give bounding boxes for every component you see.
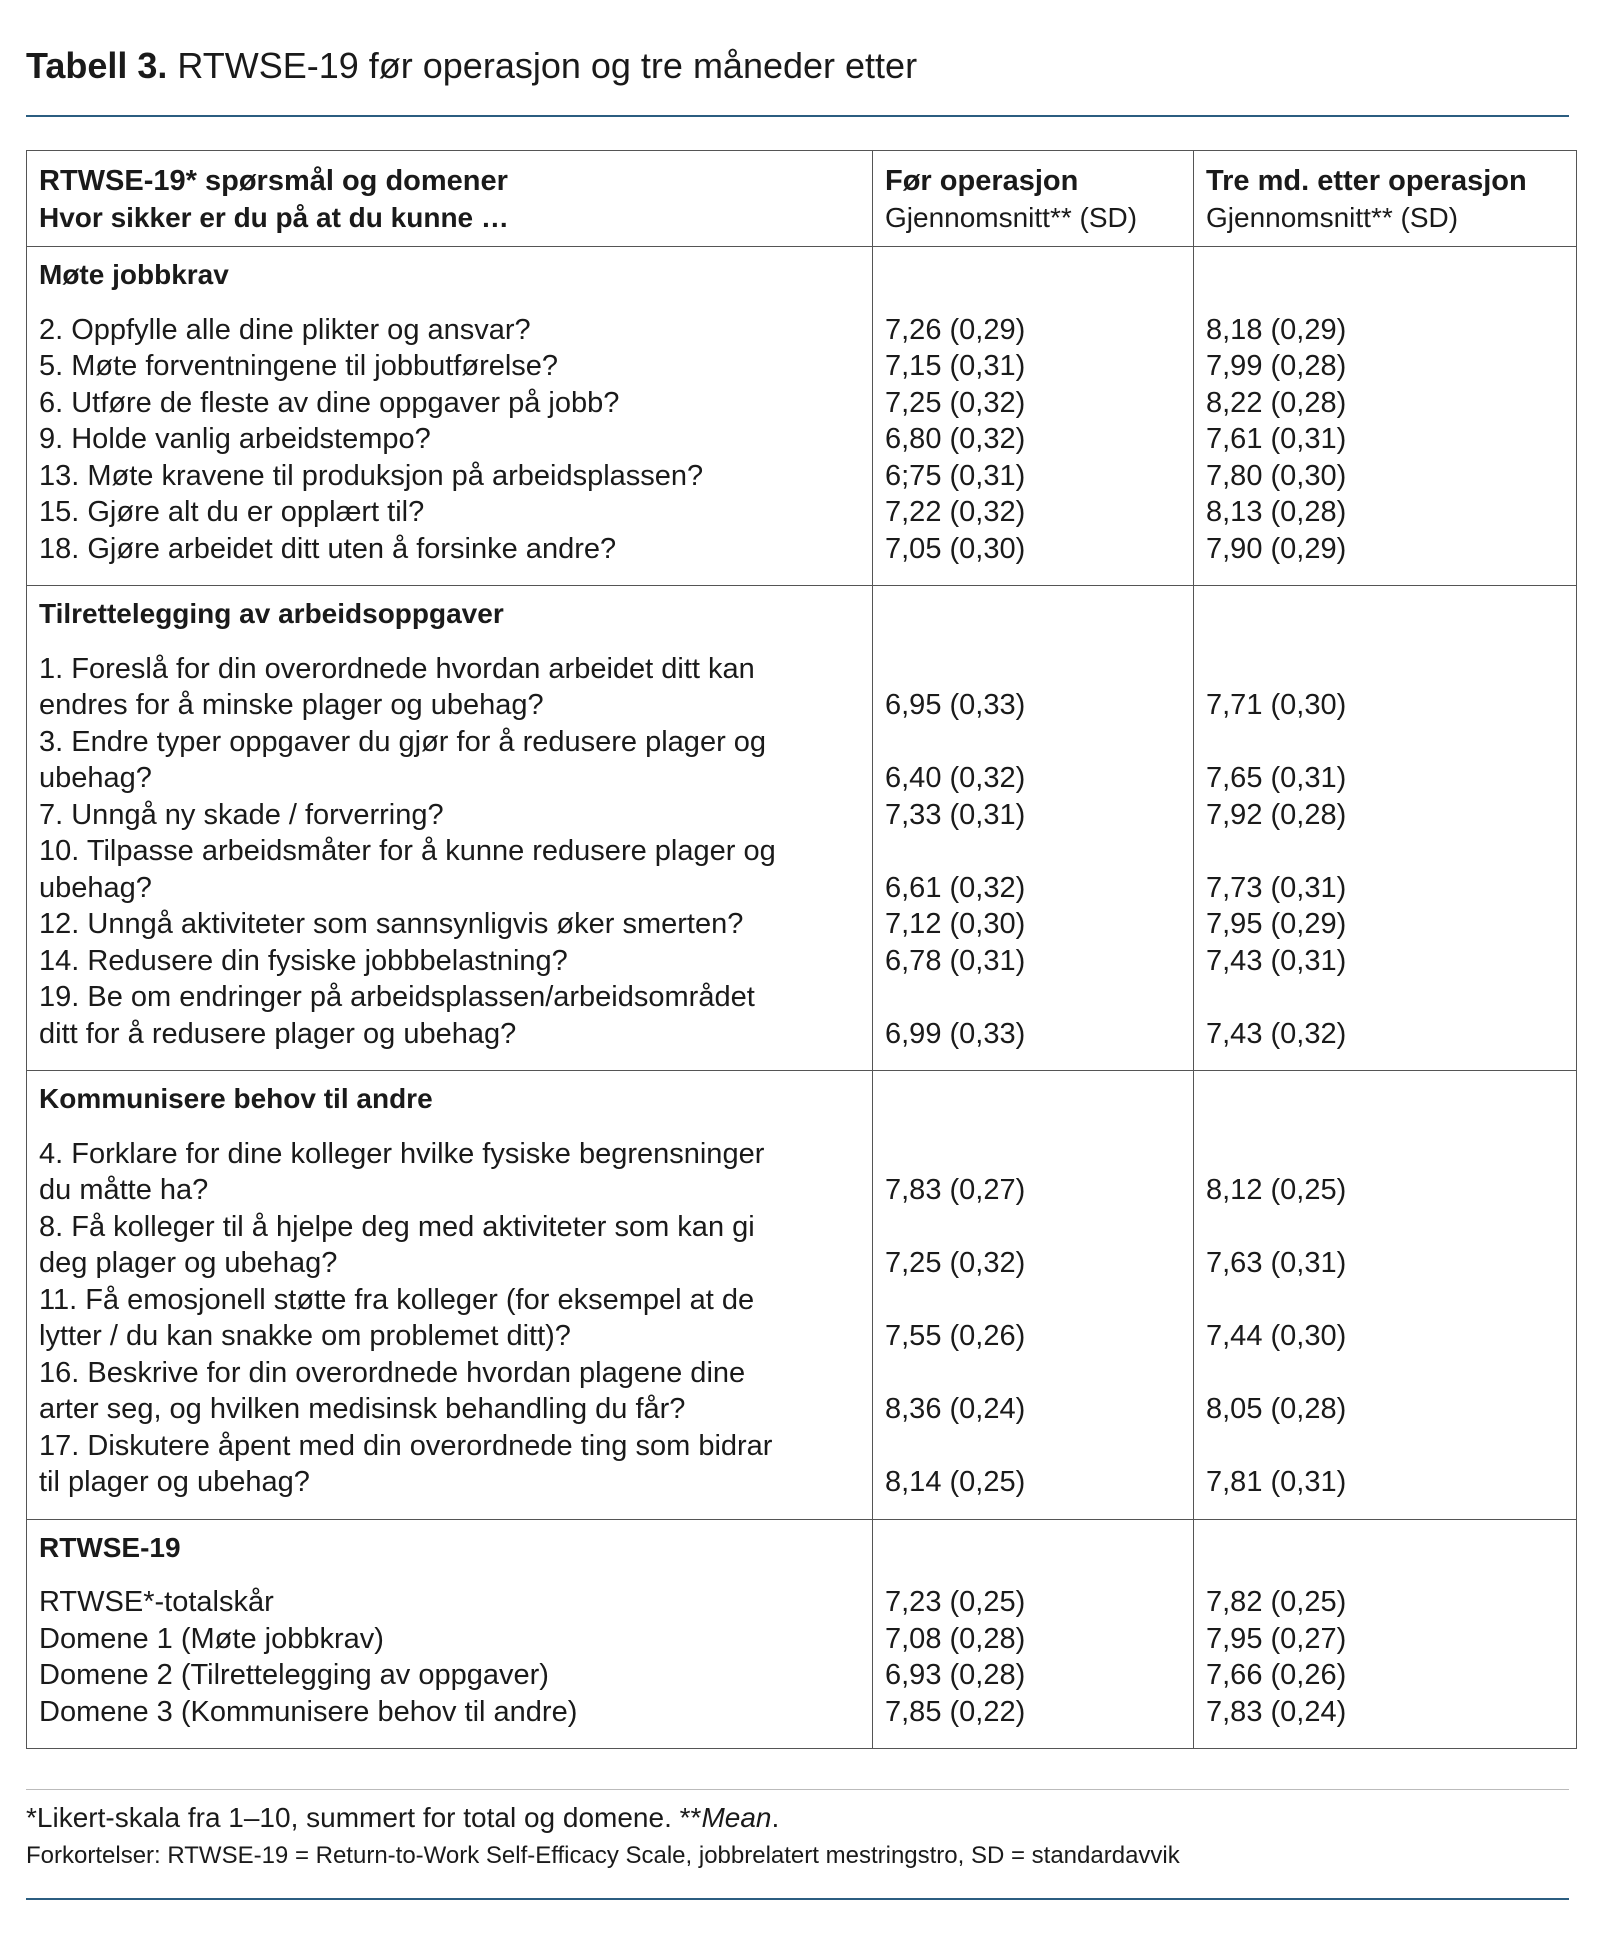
value-after: 7,80 (0,30) bbox=[1206, 459, 1347, 492]
footnote-italic: Mean bbox=[701, 1802, 772, 1833]
value-before: 6,93 (0,28) bbox=[885, 1659, 1026, 1691]
section-title-spacer bbox=[1206, 1530, 1570, 1585]
section-before-cell bbox=[873, 247, 1194, 586]
value-before: 8,14 (0,25) bbox=[885, 1466, 1026, 1498]
question-text: 16. Beskrive for din overordnede hvordan plagene dine bbox=[39, 1356, 746, 1389]
header-after bbox=[1194, 151, 1577, 247]
value-before: 6;75 (0,31) bbox=[885, 459, 1026, 492]
question-text: 11. Få emosjonell støtte fra kolleger (for eksempel at de bbox=[39, 1283, 755, 1316]
question-text: endres for å minske plager og ubehag? bbox=[39, 689, 544, 721]
question-text: Domene 3 (Kommunisere behov til andre) bbox=[39, 1695, 578, 1728]
section-title: RTWSE-19 bbox=[39, 1531, 181, 1563]
top-rule bbox=[26, 115, 1569, 117]
question-text: 12. Unngå aktiviteter som sannsynligvis øker smerten? bbox=[39, 908, 744, 940]
section-before-cell bbox=[873, 586, 1194, 1071]
value-after: 7,65 (0,31) bbox=[1206, 762, 1347, 794]
question-text: ubehag? bbox=[39, 871, 152, 904]
value-blank-line bbox=[1206, 1282, 1570, 1319]
value-blank-line bbox=[885, 1136, 1187, 1173]
header-before-sub: Gjennomsnitt** (SD) bbox=[885, 201, 1138, 233]
footnote-line-1 bbox=[26, 1800, 779, 1836]
question-text: 19. Be om endringer på arbeidsplassen/arbeidsområdet bbox=[39, 981, 755, 1013]
value-before: 6,61 (0,32) bbox=[885, 871, 1026, 904]
value-blank-line bbox=[1206, 724, 1570, 761]
question-text: 7. Unngå ny skade / forverring? bbox=[39, 798, 444, 831]
value-before: 7,15 (0,31) bbox=[885, 350, 1026, 382]
value-after: 7,43 (0,31) bbox=[1206, 944, 1347, 977]
value-after: 7,73 (0,31) bbox=[1206, 871, 1347, 904]
header-before bbox=[873, 151, 1194, 247]
question-text: deg plager og ubehag? bbox=[39, 1247, 338, 1279]
header-questions-main: RTWSE-19* spørsmål og domener bbox=[39, 165, 508, 197]
value-blank-line bbox=[885, 979, 1187, 1016]
value-after: 7,66 (0,26) bbox=[1206, 1659, 1347, 1691]
rtwse-table bbox=[26, 150, 1577, 1749]
value-blank-line bbox=[885, 1355, 1187, 1392]
value-after: 7,83 (0,24) bbox=[1206, 1695, 1347, 1728]
value-blank-line bbox=[1206, 651, 1570, 688]
section-questions-cell bbox=[27, 586, 873, 1071]
value-blank-line bbox=[885, 651, 1187, 688]
value-after: 8,05 (0,28) bbox=[1206, 1393, 1347, 1425]
section-title-spacer bbox=[885, 1530, 1187, 1585]
value-after: 8,13 (0,28) bbox=[1206, 496, 1347, 528]
question-text: 15. Gjøre alt du er opplært til? bbox=[39, 496, 425, 528]
value-blank-line bbox=[1206, 1355, 1570, 1392]
table-title-label: Tabell 3. bbox=[26, 45, 168, 86]
value-after: 7,99 (0,28) bbox=[1206, 350, 1347, 382]
section-group bbox=[27, 586, 1577, 1071]
value-after: 7,43 (0,32) bbox=[1206, 1017, 1347, 1050]
header-before-main: Før operasjon bbox=[885, 165, 1079, 197]
question-text: 5. Møte forventningene til jobbutførelse? bbox=[39, 350, 559, 382]
value-before: 7,05 (0,30) bbox=[885, 532, 1026, 565]
value-blank-line bbox=[885, 1428, 1187, 1465]
value-after: 7,95 (0,27) bbox=[1206, 1622, 1347, 1655]
question-text: 3. Endre typer oppgaver du gjør for å redusere plager og bbox=[39, 725, 767, 758]
section-title: Tilrettelegging av arbeidsoppgaver bbox=[39, 598, 504, 629]
section-title-spacer bbox=[885, 596, 1187, 651]
value-before: 7,33 (0,31) bbox=[885, 798, 1026, 831]
section-group bbox=[27, 1071, 1577, 1520]
value-blank-line bbox=[885, 724, 1187, 761]
section-before-cell bbox=[873, 1519, 1194, 1749]
section-title-spacer bbox=[885, 257, 1187, 312]
section-after-cell bbox=[1194, 1519, 1577, 1749]
question-text: Domene 1 (Møte jobbkrav) bbox=[39, 1622, 384, 1655]
question-text: lytter / du kan snakke om problemet ditt)? bbox=[39, 1320, 571, 1352]
question-text: du måtte ha? bbox=[39, 1174, 209, 1206]
value-after: 7,92 (0,28) bbox=[1206, 798, 1347, 831]
value-blank-line bbox=[1206, 1209, 1570, 1246]
question-text: 14. Redusere din fysiske jobbbelastning? bbox=[39, 944, 568, 977]
value-blank-line bbox=[1206, 1428, 1570, 1465]
question-text: Domene 2 (Tilrettelegging av oppgaver) bbox=[39, 1659, 549, 1691]
question-text: 2. Oppfylle alle dine plikter og ansvar? bbox=[39, 313, 531, 346]
section-after-cell bbox=[1194, 247, 1577, 586]
footnote-rule bbox=[26, 1789, 1569, 1790]
question-text: arter seg, og hvilken medisinsk behandling du får? bbox=[39, 1393, 686, 1425]
value-blank-line bbox=[1206, 979, 1570, 1016]
value-after: 7,81 (0,31) bbox=[1206, 1466, 1347, 1498]
value-before: 7,08 (0,28) bbox=[885, 1622, 1026, 1655]
value-after: 7,63 (0,31) bbox=[1206, 1247, 1347, 1279]
table-title bbox=[26, 44, 917, 88]
question-text: 8. Få kolleger til å hjelpe deg med aktiviteter som kan gi bbox=[39, 1210, 755, 1243]
question-text: 4. Forklare for dine kolleger hvilke fysiske begrensninger bbox=[39, 1137, 765, 1170]
section-title: Møte jobbkrav bbox=[39, 259, 229, 290]
section-group bbox=[27, 247, 1577, 586]
value-before: 7,12 (0,30) bbox=[885, 908, 1026, 940]
value-before: 7,25 (0,32) bbox=[885, 1247, 1026, 1279]
section-group bbox=[27, 1519, 1577, 1749]
section-title-spacer bbox=[885, 1081, 1187, 1136]
value-blank-line bbox=[885, 833, 1187, 870]
value-before: 6,40 (0,32) bbox=[885, 762, 1026, 794]
header-questions-sub: Hvor sikker er du på at du kunne … bbox=[39, 201, 509, 233]
table-body bbox=[27, 247, 1577, 1749]
value-before: 8,36 (0,24) bbox=[885, 1393, 1026, 1425]
value-after: 7,71 (0,30) bbox=[1206, 689, 1347, 721]
value-blank-line bbox=[1206, 1136, 1570, 1173]
section-questions-cell bbox=[27, 1519, 873, 1749]
question-text: 6. Utføre de fleste av dine oppgaver på jobb? bbox=[39, 386, 620, 419]
value-after: 8,22 (0,28) bbox=[1206, 386, 1347, 419]
header-questions bbox=[27, 151, 873, 247]
question-text: 18. Gjøre arbeidet ditt uten å forsinke andre? bbox=[39, 532, 617, 565]
value-blank-line bbox=[1206, 833, 1570, 870]
question-text: 10. Tilpasse arbeidsmåter for å kunne redusere plager og bbox=[39, 835, 776, 867]
value-after: 7,95 (0,29) bbox=[1206, 908, 1347, 940]
value-blank-line bbox=[885, 1282, 1187, 1319]
value-before: 7,26 (0,29) bbox=[885, 313, 1026, 346]
footnote-text: *Likert-skala fra 1–10, summert for total og domene. ** bbox=[26, 1802, 702, 1833]
value-blank-line bbox=[885, 1209, 1187, 1246]
question-text: ubehag? bbox=[39, 762, 152, 794]
value-after: 8,12 (0,25) bbox=[1206, 1174, 1347, 1206]
value-before: 7,23 (0,25) bbox=[885, 1586, 1026, 1618]
value-before: 7,55 (0,26) bbox=[885, 1320, 1026, 1352]
value-after: 7,90 (0,29) bbox=[1206, 532, 1347, 565]
section-after-cell bbox=[1194, 586, 1577, 1071]
section-title: Kommunisere behov til andre bbox=[39, 1083, 433, 1114]
section-after-cell bbox=[1194, 1071, 1577, 1520]
value-before: 6,95 (0,33) bbox=[885, 689, 1026, 721]
value-before: 7,85 (0,22) bbox=[885, 1695, 1026, 1728]
section-questions-cell bbox=[27, 1071, 873, 1520]
value-after: 7,61 (0,31) bbox=[1206, 423, 1347, 455]
question-text: ditt for å redusere plager og ubehag? bbox=[39, 1017, 517, 1050]
section-before-cell bbox=[873, 1071, 1194, 1520]
value-after: 7,82 (0,25) bbox=[1206, 1586, 1347, 1618]
question-text: 17. Diskutere åpent med din overordnede ting som bidrar bbox=[39, 1429, 773, 1462]
footnote-end: . bbox=[771, 1802, 780, 1833]
value-before: 7,83 (0,27) bbox=[885, 1174, 1026, 1206]
header-after-sub: Gjennomsnitt** (SD) bbox=[1206, 201, 1459, 233]
question-text: 9. Holde vanlig arbeidstempo? bbox=[39, 423, 431, 455]
footnote-line-2: Forkortelser: RTWSE-19 = Return-to-Work Self-Efficacy Scale, jobbrelatert mestringstro, SD = standardavvik bbox=[26, 1842, 1180, 1869]
section-questions-cell bbox=[27, 247, 873, 586]
value-before: 6,99 (0,33) bbox=[885, 1017, 1026, 1050]
section-title-spacer bbox=[1206, 596, 1570, 651]
header-after-main: Tre md. etter operasjon bbox=[1206, 165, 1527, 197]
table-header-row bbox=[27, 151, 1577, 247]
value-before: 7,25 (0,32) bbox=[885, 386, 1026, 419]
value-after: 8,18 (0,29) bbox=[1206, 313, 1347, 346]
question-text: 1. Foreslå for din overordnede hvordan arbeidet ditt kan bbox=[39, 652, 755, 685]
section-title-spacer bbox=[1206, 257, 1570, 312]
bottom-rule bbox=[26, 1898, 1569, 1900]
table-title-text: RTWSE-19 før operasjon og tre måneder etter bbox=[177, 45, 918, 86]
value-before: 6,80 (0,32) bbox=[885, 423, 1026, 455]
question-text: til plager og ubehag? bbox=[39, 1466, 310, 1498]
value-after: 7,44 (0,30) bbox=[1206, 1320, 1347, 1352]
value-before: 7,22 (0,32) bbox=[885, 496, 1026, 528]
question-text: RTWSE*-totalskår bbox=[39, 1586, 274, 1618]
value-before: 6,78 (0,31) bbox=[885, 944, 1026, 977]
question-text: 13. Møte kravene til produksjon på arbeidsplassen? bbox=[39, 459, 704, 492]
section-title-spacer bbox=[1206, 1081, 1570, 1136]
